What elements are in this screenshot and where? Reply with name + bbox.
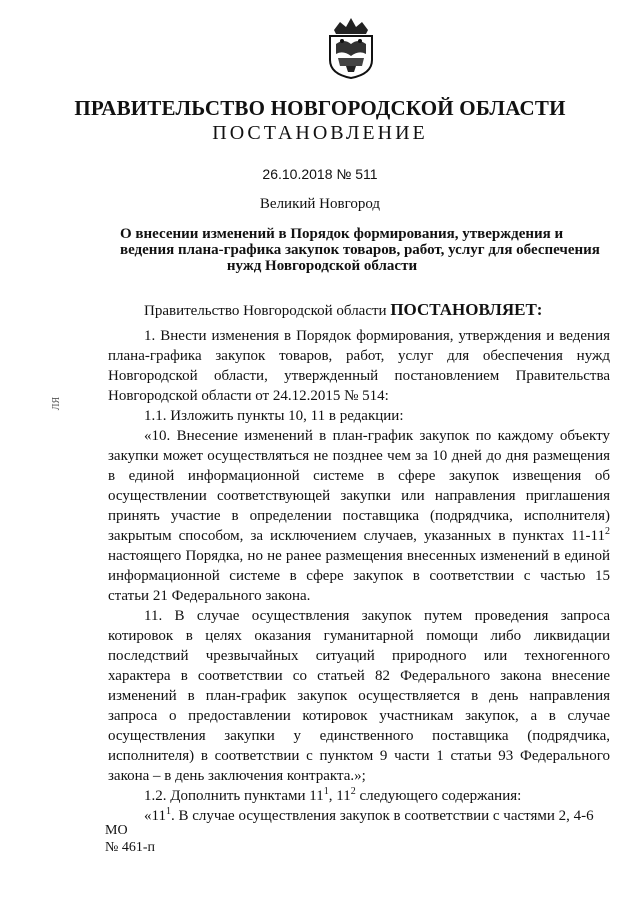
margin-mark: ЛЯ [51,396,63,411]
paragraph-line: плана-графика закупок товаров, работ, услуг для обеспечения нужд [108,348,610,364]
paragraph-line: осуществлении соответствующей закупки или направления приглашения [108,488,610,504]
line-text: «11 [144,808,166,824]
paragraph-line: изменений в план-график закупок осуществляется в день направления [108,688,610,704]
superscript: 2 [350,786,356,797]
item-1-2 [108,786,610,806]
footer-code [105,822,155,856]
document-date-number: 26.10.2018 № 511 [262,166,378,182]
paragraph-line [108,526,610,546]
superscript: 1 [165,806,171,817]
paragraph-line: закона – в день заключения контракта.»; [108,768,366,784]
paragraph-line: котировок в целях оказания гуманитарной помощи либо ликвидации [108,628,610,644]
paragraph-line: исполнителя) в соответствии с пунктом 9 части 1 статьи 93 Федерального [108,748,610,764]
title-line: О внесении изменений в Порядок формирования, утверждения и [120,226,564,242]
line-text: 1.2. Дополнить пунктами 11 [144,788,324,804]
paragraph-line: запроса о предоставлении котировок участникам закупок, а в случае [108,708,610,724]
item-1-1: 1.1. Изложить пункты 10, 11 в редакции: [144,408,404,424]
paragraph-line: 11. В случае осуществления закупок путем проведения запроса [144,608,610,624]
paragraph-line: Новгородской области от 24.12.2015 № 514: [108,388,389,404]
document-city: Великий Новгород [259,196,381,212]
point-11-1 [108,806,610,826]
paragraph-line: «10. Внесение изменений в план-график закупок по каждому объекту [144,428,610,444]
paragraph-line: Новгородской области, утвержденный постановлением Правительства [108,368,610,384]
line-text: . В случае осуществления закупок в соответствии с частями 2, 4-6 [170,808,594,824]
organization-name: ПРАВИТЕЛЬСТВО НОВГОРОДСКОЙ ОБЛАСТИ [74,96,566,120]
title-line: нужд Новгородской области [226,258,418,274]
superscript: 1 [323,786,329,797]
paragraph-line: статьи 21 Федерального закона. [108,588,311,604]
paragraph-line: принять участие в определении поставщика (подрядчика, исполнителя) [108,508,610,524]
document-type: ПОСТАНОВЛЕНИЕ [212,122,428,144]
line-text: следующего содержания: [355,788,522,804]
footer-line: № 461-п [105,840,156,855]
paragraph-line: характера в соответствии со статьей 82 Федерального закона внесение [108,668,610,684]
paragraph-line: в единой информационной системе в сфере закупок извещения об [108,468,610,484]
paragraph-line: информационной системе в сфере закупок в соответствии с частью 15 [108,568,610,584]
paragraph-line: закупки может осуществляться не позднее чем за 10 дней до дня размещения [108,448,610,464]
superscript: 2 [605,526,610,537]
document-title [120,226,600,274]
paragraph-line: последствий чрезвычайных ситуаций природного или техногенного [108,648,610,664]
preamble-bold: ПОСТАНОВЛЯЕТ: [390,300,543,319]
paragraph-line: настоящего Порядка, но не ранее размещения внесенных изменений в единой [108,548,610,564]
preamble-text: Правительство Новгородской области [144,303,391,319]
title-line: ведения плана-графика закупок товаров, работ, услуг для обеспечения [120,242,600,258]
preamble [108,300,610,321]
paragraph-line: осуществления закупки у единственного поставщика (подрядчика, [108,728,610,744]
coat-of-arms-icon [326,14,376,80]
line-text: закрытым способом, за исключением случаев, указанных в пунктах 11-11 [108,528,605,544]
document-body [108,300,610,826]
footer-line: МО [105,823,128,838]
line-text: , 11 [328,788,351,804]
paragraph-line: 1. Внести изменения в Порядок формирования, утверждения и ведения [144,328,610,344]
